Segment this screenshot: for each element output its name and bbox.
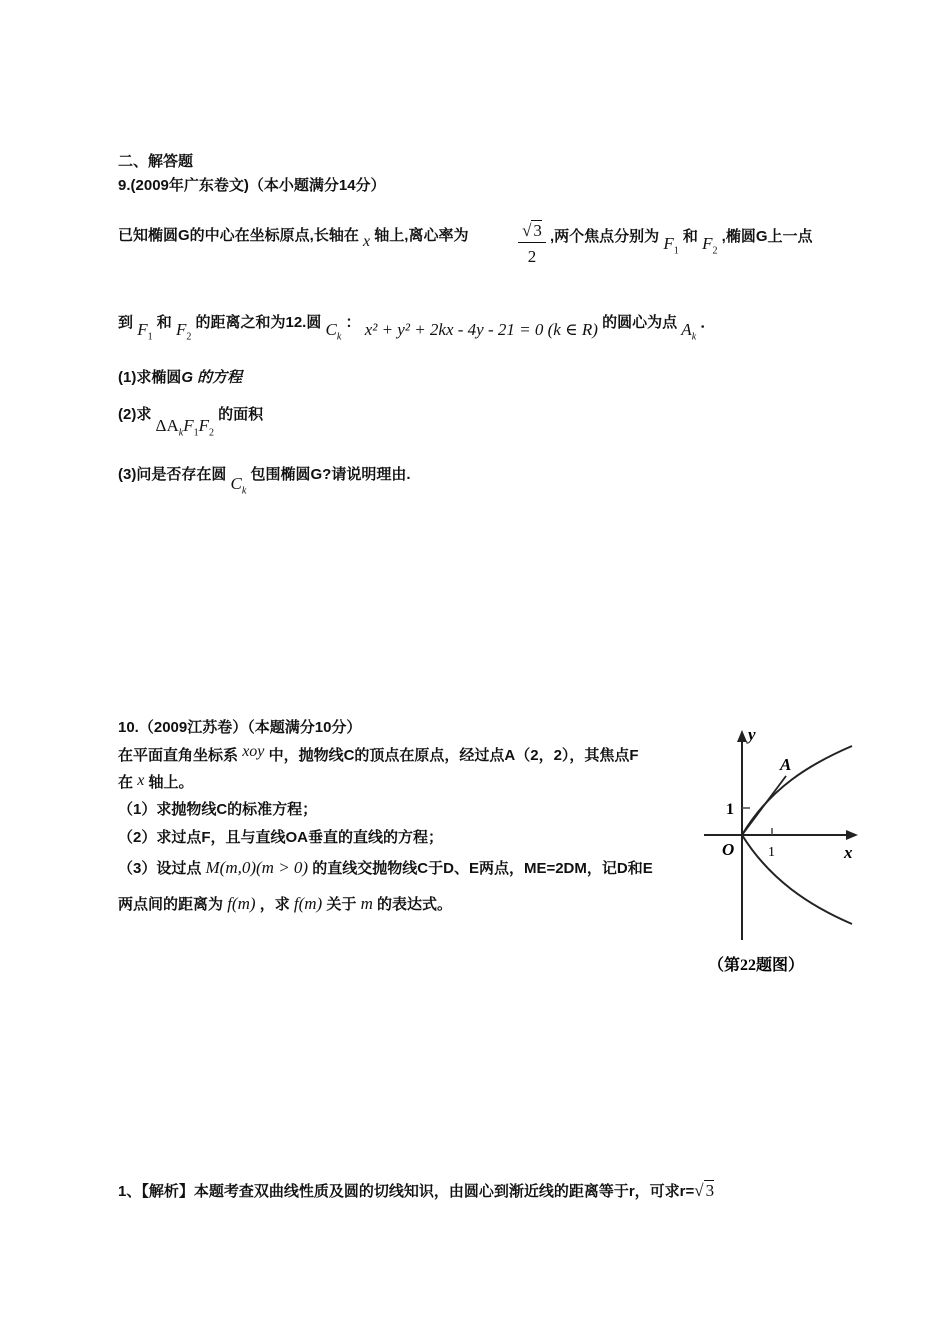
section-title: 二、解答题 bbox=[118, 153, 194, 170]
y-axis-arrow bbox=[737, 730, 747, 742]
y-axis-label: y bbox=[748, 728, 756, 744]
x-axis-label: x bbox=[844, 843, 853, 862]
q10-part3: （3）设过点 M(m,0)(m > 0) 的直线交抛物线C于D、E两点，ME=2DM，记D和E bbox=[118, 858, 653, 877]
q9-part1: (1)求椭圆G 的方程 bbox=[118, 369, 243, 386]
x-tick-label: 1 bbox=[768, 845, 775, 860]
point-a-label: A bbox=[780, 755, 792, 774]
q9-line1-cont: ,两个焦点分别为 $F_1$ 和 $F_2$ ,椭圆G上一点 bbox=[550, 228, 813, 257]
q10-line1: 在平面直角坐标系 xoy 中，抛物线C的顶点在原点，经过点A（2，2），其焦点F bbox=[118, 743, 639, 764]
q9-line1: 已知椭圆G的中心在坐标原点,长轴在 x 轴上,离心率为 bbox=[118, 227, 469, 250]
q9-part2: (2)求 $\Delta A_kF_1F_2$ 的面积 bbox=[118, 406, 264, 439]
q10-part2: （2）求过点F，且与直线OA垂直的直线的方程； bbox=[118, 829, 444, 846]
q10-header: 10.（2009江苏卷）（本题满分10分） bbox=[118, 719, 362, 736]
q1-solution: 1、【解析】本题考查双曲线性质及圆的切线知识，由圆心到渐近线的距离等于r，可求r=√ 3 bbox=[118, 1181, 715, 1200]
q9-part3: (3)问是否存在圆 $C_k$ 包围椭圆G?请说明理由. bbox=[118, 466, 411, 497]
eccentricity-fraction: $\frac{√ 3}{2}$ bbox=[518, 220, 546, 267]
line-oa bbox=[742, 776, 786, 835]
parabola-figure bbox=[700, 728, 870, 980]
x-axis-arrow bbox=[846, 830, 858, 840]
q10-line2: 在 x 轴上。 bbox=[118, 772, 194, 791]
q10-part1: （1）求抛物线C的标准方程； bbox=[118, 801, 318, 818]
figure-caption: （第22题图） bbox=[708, 957, 805, 974]
q9-line2: 到 $F_1$ 和 $F_2$ 的距离之和为12.圆 $C_k$ ： x² + y² + 2kx - 4y - 21 = 0 (k ∈ R) 的圆心为点 $A_k$ ． bbox=[118, 314, 716, 343]
q10-part3-cont: 两点间的距离为 f(m) ，求 f(m) 关于 m 的表达式。 bbox=[118, 894, 453, 913]
y-tick-label: 1 bbox=[726, 801, 734, 818]
origin-label: O bbox=[722, 840, 735, 859]
q9-header: 9.(2009年广东卷文)（本小题满分14分） bbox=[118, 177, 386, 194]
circle-equation: x² + y² + 2kx - 4y - 21 = 0 (k ∈ R) bbox=[364, 320, 598, 339]
